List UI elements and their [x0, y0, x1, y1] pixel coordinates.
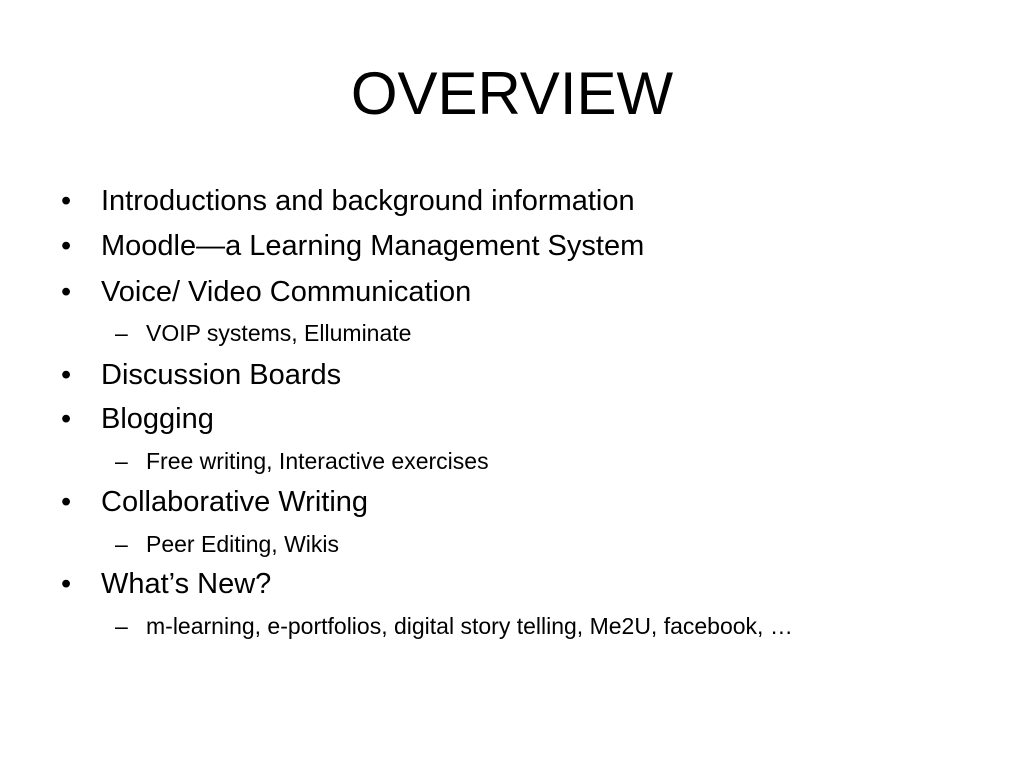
bullet-marker: •: [61, 276, 72, 308]
sub-marker: –: [115, 320, 128, 346]
sub-marker: –: [115, 448, 128, 474]
sub-item-text: Free writing, Interactive exercises: [146, 448, 489, 474]
bullet-marker: •: [61, 230, 72, 262]
bullet-marker: •: [61, 568, 72, 600]
bullet-text: Voice/ Video Communication: [101, 276, 472, 308]
bullet-text: What’s New?: [101, 568, 272, 600]
bullet-text: Collaborative Writing: [101, 486, 369, 518]
sub-marker: –: [115, 613, 128, 639]
slide-title: OVERVIEW: [350, 60, 674, 127]
sub-item-text: Peer Editing, Wikis: [146, 531, 340, 557]
sub-marker: –: [115, 531, 128, 557]
bullet-marker: •: [61, 185, 72, 217]
bullet-marker: •: [61, 403, 72, 435]
sub-item-text: m-learning, e-portfolios, digital story telling, Me2U, facebook, …: [146, 613, 793, 639]
bullet-marker: •: [61, 359, 72, 391]
sub-item-text: VOIP systems, Elluminate: [146, 320, 412, 346]
bullet-text: Discussion Boards: [101, 359, 342, 391]
bullet-text: Moodle—a Learning Management System: [101, 230, 645, 262]
bullet-text: Introductions and background information: [101, 185, 635, 217]
bullet-text: Blogging: [101, 403, 214, 435]
bullet-marker: •: [61, 486, 72, 518]
